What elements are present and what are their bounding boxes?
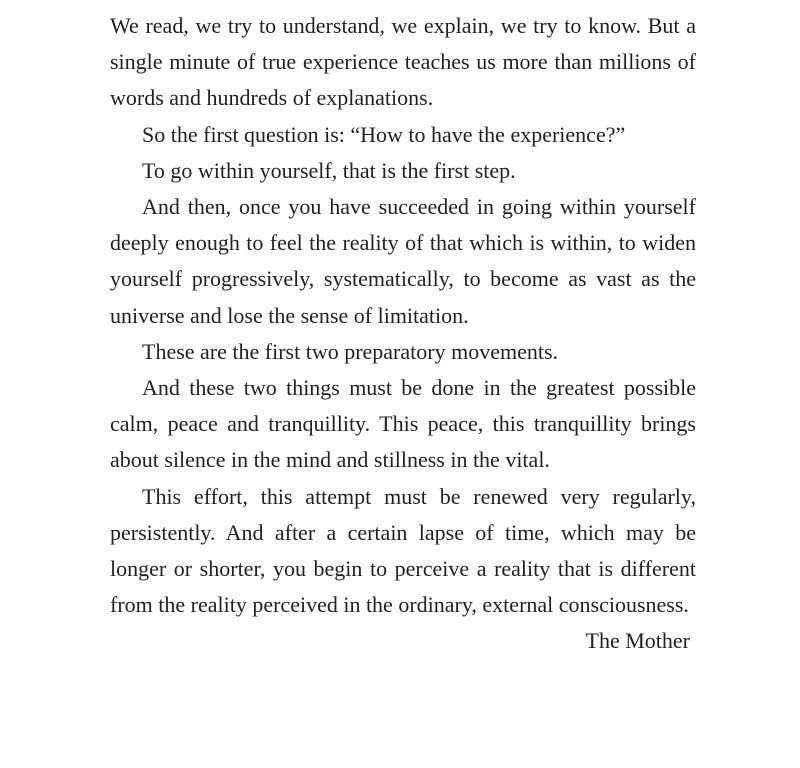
- paragraph-7: This effort, this attempt must be renewed very regularly, persistently. And after a certain lapse of time, which may be longer or shorter, you begin to perceive a reality that is different from the reality perceived in the ordinary, external consciousness.: [110, 483, 696, 618]
- paragraph-4: And then, once you have succeeded in going within yourself deeply enough to feel the reality of that which is within, to widen yourself progressively, systematically, to become as vast as the universe and lose the sense of limitation.: [110, 194, 696, 328]
- paragraph-3: To go within yourself, that is the first step.: [142, 157, 516, 183]
- paragraph-1: We read, we try to understand, we explain, we try to know. But a single minute of true experience teaches us more than millions of words and hundreds of explanations.: [110, 13, 696, 111]
- paragraph-6: And these two things must be done in the greatest possible calm, peace and tranquillity. This peace, this tranquillity brings about silence in the mind and stillness in the vital.: [110, 375, 696, 473]
- paragraph-2: So the first question is: “How to have the experience?”: [142, 121, 626, 147]
- attribution: The Mother: [585, 628, 690, 654]
- quote-text-block: [110, 8, 696, 660]
- paragraph-5: These are the first two preparatory movements.: [142, 338, 559, 364]
